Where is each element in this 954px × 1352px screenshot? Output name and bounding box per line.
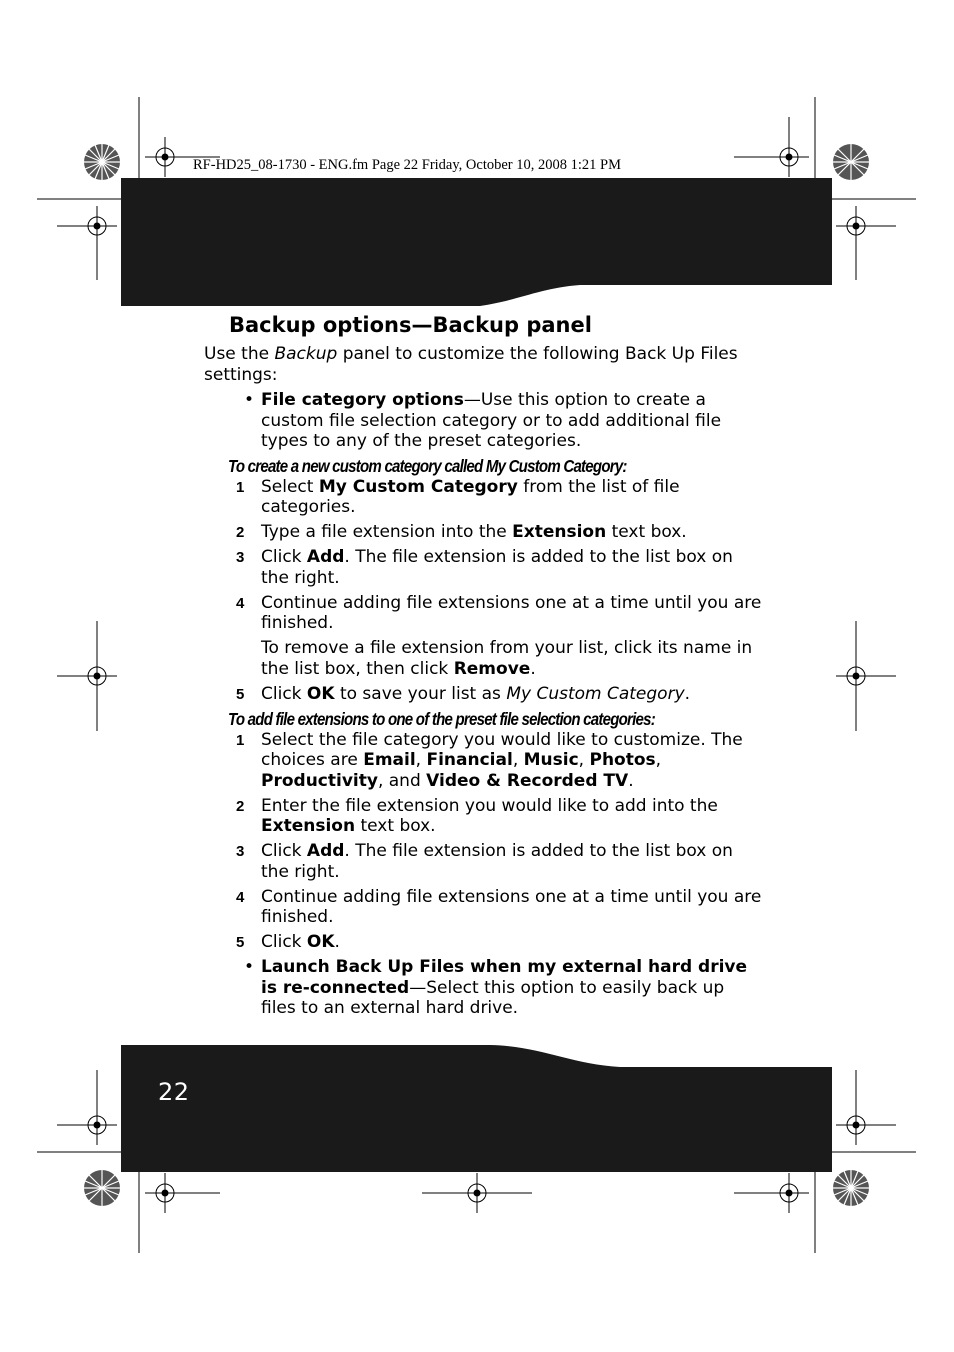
proc2-step: 1 Select the file category you would like to customize. The choices are Email, Financial, Music, Photos, Productivity, and Video & Recorded TV. [236,729,743,791]
section-heading: Backup options—Backup panel [229,313,592,337]
proc1-step: 3 Click Add. The file extension is added to the list box on the right. [236,547,733,588]
reg-mark-br [734,1173,809,1213]
reg-mark-r3 [836,1070,896,1145]
proc1-step: 4 Continue adding file extensions one at a time until you are finished. [236,592,762,633]
print-slug: RF-HD25_08-1730 - ENG.fm Page 22 Friday, October 10, 2008 1:21 PM [193,157,621,173]
reg-mark-tr [734,117,809,177]
star-target-tl [84,144,120,180]
proc1-note: To remove a file extension from your list, click its name in the list box, then click Remove. [261,638,753,679]
intro-paragraph: Use the Backup panel to customize the following Back Up Files settings: [204,344,738,385]
proc2-step: 4 Continue adding file extensions one at a time until you are finished. [236,886,762,927]
proc1-step: 1 Select My Custom Category from the list of file categories. [236,476,680,517]
bullet-file-category-options: • File category options—Use this option to create a custom file selection category or to add additional file types to any of the preset categories. [244,390,722,451]
reg-mark-l2 [57,621,117,731]
page-number: 22 [158,1078,190,1106]
proc2-step: 5 Click OK. [236,932,340,952]
reg-mark-r2 [836,621,896,731]
proc2-step: 3 Click Add. The file extension is added to the list box on the right. [236,841,733,882]
reg-mark-r1 [836,206,896,280]
star-target-br [833,1170,869,1206]
top-band [121,178,832,306]
reg-mark-bl [145,1173,220,1213]
proc1-step: 2 Type a file extension into the Extension text box. [236,522,687,542]
reg-mark-l3 [57,1070,117,1145]
proc2-step: 2 Enter the file extension you would like to add into the Extension text box. [236,795,718,836]
bullet-glyph: • [244,390,255,410]
star-target-tr [833,144,869,180]
reg-mark-l1 [57,206,117,280]
bullet-launch-back-up-files: • Launch Back Up Files when my external hard drive is re-connected—Select this option to easily back up files to an external hard drive. [244,957,748,1018]
procedure-title-2: To add file extensions to one of the preset file selection categories: [228,708,655,729]
star-target-bl [84,1170,120,1206]
bottom-band [121,1045,832,1172]
proc1-step: 5 Click OK to save your list as My Custom Category. [236,683,691,704]
main-content [204,312,764,1023]
procedure-title-1: To create a new custom category called My Custom Category: [228,455,627,476]
bullet-glyph: • [244,957,255,977]
